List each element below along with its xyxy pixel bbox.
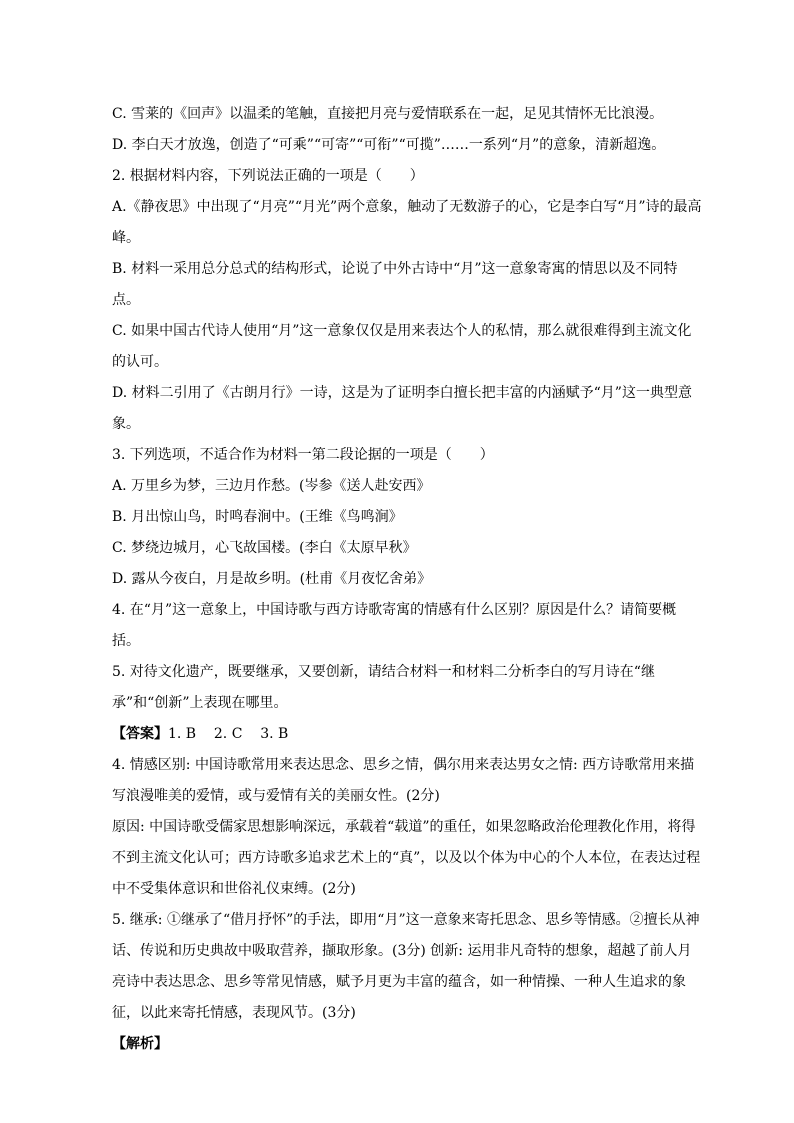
answer-line xyxy=(112,719,702,750)
q1-option-d: D. 李白天才放逸，创造了“可乘”“可寄”“可衔”“可揽”……一系列“月”的意象，清新超逸。 xyxy=(112,137,666,153)
q3-option-c: C. 梦绕边城月，心飞故国楼。(李白《太原早秋》 xyxy=(112,540,417,556)
q2-option-c: C. 如果中国古代诗人使用“月”这一意象仅仅是用来表达个人的私情，那么就很难得到主流文化的认可。 xyxy=(112,323,692,370)
answer-label: 【答案】 xyxy=(112,726,168,742)
q2-option-d: D. 材料二引用了《古朗月行》一诗，这是为了证明李白擅长把丰富的内涵赋予“月”这一典型意象。 xyxy=(112,385,692,432)
answer-4-difference: 4. 情感区别: 中国诗歌常用来表达思念、思乡之情，偶尔用来表达男女之情: 西方诗歌常用来描写浪漫唯美的爱情，或与爱情有关的美丽女性。(2分) xyxy=(112,757,695,804)
q2-stem: 2. 根据材料内容，下列说法正确的一项是（ ） xyxy=(112,168,424,184)
q3-option-d: D. 露从今夜白，月是故乡明。(杜甫《月夜忆舍弟》 xyxy=(112,571,432,587)
document-page xyxy=(112,99,702,1060)
q4-stem: 4. 在“月”这一意象上，中国诗歌与西方诗歌寄寓的情感有什么区别？原因是什么？请简要概括。 xyxy=(112,602,677,649)
q2-option-a: A.《静夜思》中出现了“月亮”“月光”两个意象，触动了无数游子的心，它是李白写“月”诗的最高峰。 xyxy=(112,199,702,246)
q3-stem: 3. 下列选项，不适合作为材料一第二段论据的一项是（ ） xyxy=(112,447,494,463)
answer-choices: 1. B 2. C 3. B xyxy=(168,726,289,742)
q2-option-b: B. 材料一采用总分总式的结构形式，论说了中外古诗中“月”这一意象寄寓的情思以及不同特点。 xyxy=(112,261,678,308)
q1-option-c: C. 雪莱的《回声》以温柔的笔触，直接把月亮与爱情联系在一起，足见其情怀无比浪漫。 xyxy=(112,106,664,122)
q3-option-b: B. 月出惊山鸟，时鸣春涧中。(王维《鸟鸣涧》 xyxy=(112,509,403,525)
q3-option-a: A. 万里乡为梦，三边月作愁。(岑参《送人赴安西》 xyxy=(112,478,431,494)
q5-stem: 5. 对待文化遗产，既要继承，又要创新，请结合材料一和材料二分析李白的写月诗在“继承”和“创新”上表现在哪里。 xyxy=(112,664,655,711)
answer-4-reason: 原因: 中国诗歌受儒家思想影响深远，承载着“载道”的重任，如果忽略政治伦理教化作用，将得不到主流文化认可；西方诗歌多追求艺术上的“真”，以及以个体为中心的个人本位，在表达过程中不受集体意识和世俗礼仪束缚。(2分) xyxy=(112,819,701,897)
analysis-label: 【解析】 xyxy=(112,1036,168,1052)
answer-5: 5. 继承: ①继承了“借月抒怀”的手法，即用“月”这一意象来寄托思念、思乡等情感。②擅长从神话、传说和历史典故中吸取营养，撷取形象。(3分) 创新: 运用非凡奇特的想象，超越了前人月亮诗中表达思念、思乡等常见情感，赋予月更为丰富的蕴含，如一种情操、一种人生追求的象征，以此来寄托情感，表现风节。(3分) xyxy=(112,912,700,1021)
